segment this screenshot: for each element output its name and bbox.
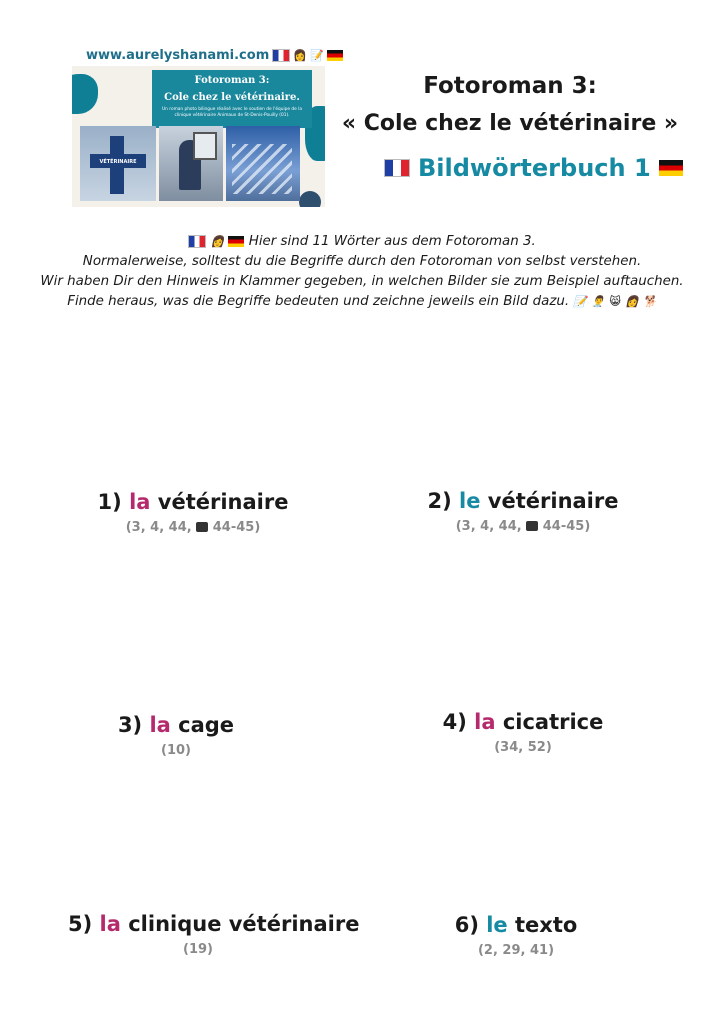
word-term: texto	[515, 913, 578, 937]
word-term: clinique vétérinaire	[128, 912, 360, 936]
word-term: cicatrice	[502, 710, 604, 734]
page-refs-a: (3, 4, 44,	[455, 519, 522, 534]
word-item-6	[386, 913, 646, 958]
intro-line-3: Wir haben Dir den Hinweis in Klammer gegeben, in welchen Bilder sie zum Beispiel auftauchen.	[40, 274, 684, 289]
dog-icon: 🐕	[643, 294, 657, 308]
movie-camera-icon	[196, 522, 208, 532]
word-number: 5)	[68, 912, 93, 936]
website-text: www.aurelyshanami.com	[86, 48, 270, 63]
intro-line-2: Normalerweise, solltest du die Begriffe durch den Fotoroman von selbst verstehen.	[82, 254, 642, 269]
intro-line-4	[0, 292, 724, 312]
word-page-refs: (34, 52)	[494, 740, 552, 755]
flag-de-icon	[228, 236, 244, 247]
page-refs-b: 44-45)	[542, 519, 591, 534]
intro-line-4-text: Finde heraus, was die Begriffe bedeuten und zeichne jeweils ein Bild dazu.	[67, 294, 570, 309]
word-number: 1)	[97, 490, 122, 514]
movie-camera-icon	[526, 521, 538, 531]
intro-text	[0, 232, 724, 312]
photo-clinic-sign	[80, 126, 156, 201]
photo-cage	[226, 126, 300, 201]
word-label	[386, 913, 646, 937]
photo-vet-machine	[159, 126, 223, 201]
word-article: la	[149, 713, 171, 737]
page-refs-a: (3, 4, 44,	[125, 520, 192, 535]
flag-fr-icon	[272, 49, 290, 62]
page-title-line-2: « Cole chez le vétérinaire »	[341, 111, 679, 136]
doctor-icon: 👨‍⚕️	[591, 294, 606, 308]
word-number: 2)	[427, 489, 452, 513]
word-label	[46, 713, 306, 737]
word-page-refs	[393, 519, 653, 534]
decor-blob	[299, 191, 321, 207]
word-item-1	[63, 490, 323, 535]
word-label	[68, 912, 360, 936]
website-url	[86, 48, 343, 63]
cover-title-2: Cole chez le vétérinaire.	[164, 92, 300, 103]
intro-line-1	[0, 232, 724, 252]
flag-fr-icon	[188, 235, 206, 248]
page-refs-b: 44-45)	[212, 520, 261, 535]
word-number: 4)	[442, 710, 467, 734]
sign-label: VÉTÉRINAIRE	[99, 159, 137, 165]
word-article: la	[99, 912, 121, 936]
word-article: le	[486, 913, 508, 937]
word-article: la	[474, 710, 496, 734]
memo-icon: 📝	[309, 49, 324, 62]
word-number: 3)	[117, 713, 143, 737]
word-label	[393, 710, 653, 734]
word-item-4	[393, 710, 653, 755]
word-term: vétérinaire	[157, 490, 289, 514]
flag-de-icon	[327, 50, 343, 61]
cage-bars	[232, 144, 292, 194]
word-item-5	[68, 912, 360, 957]
cover-title-box	[152, 70, 312, 128]
word-page-refs: (10)	[161, 743, 191, 758]
machine-figure	[193, 132, 217, 160]
woman-icon: 👩	[210, 234, 225, 248]
woman-icon: 👩	[293, 49, 307, 62]
word-article: le	[459, 489, 481, 513]
word-page-refs: (19)	[183, 942, 213, 957]
word-term: vétérinaire	[487, 489, 619, 513]
word-number: 6)	[454, 913, 479, 937]
flag-fr-icon	[384, 159, 410, 177]
cover-title-1: Fotoroman 3:	[194, 75, 270, 86]
word-article: la	[129, 490, 151, 514]
cover-subtitle: Un roman photo bilingue réalisé avec le soutien de l'équipe de la clinique vétérinaire Animaux de St-Denis-Pouilly (01).	[162, 107, 302, 118]
memo-icon: 📝	[573, 294, 588, 308]
word-item-2	[393, 489, 653, 534]
decor-blob	[72, 74, 98, 114]
cat-icon: 😸	[609, 294, 621, 308]
word-page-refs	[63, 520, 323, 535]
woman-icon: 👩	[625, 294, 639, 308]
cover-image	[72, 66, 325, 207]
word-term: cage	[178, 713, 235, 737]
flag-de-icon	[659, 160, 683, 176]
page-title-line-1: Fotoroman 3:	[423, 73, 597, 99]
intro-line-1-text: Hier sind 11 Wörter aus dem Fotoroman 3.	[248, 234, 536, 249]
word-label	[63, 490, 323, 514]
word-page-refs: (2, 29, 41)	[477, 943, 555, 958]
subtitle-text: Bildwörterbuch 1	[418, 154, 651, 182]
page-subtitle	[384, 154, 683, 182]
word-label	[393, 489, 653, 513]
word-item-3	[46, 713, 306, 758]
